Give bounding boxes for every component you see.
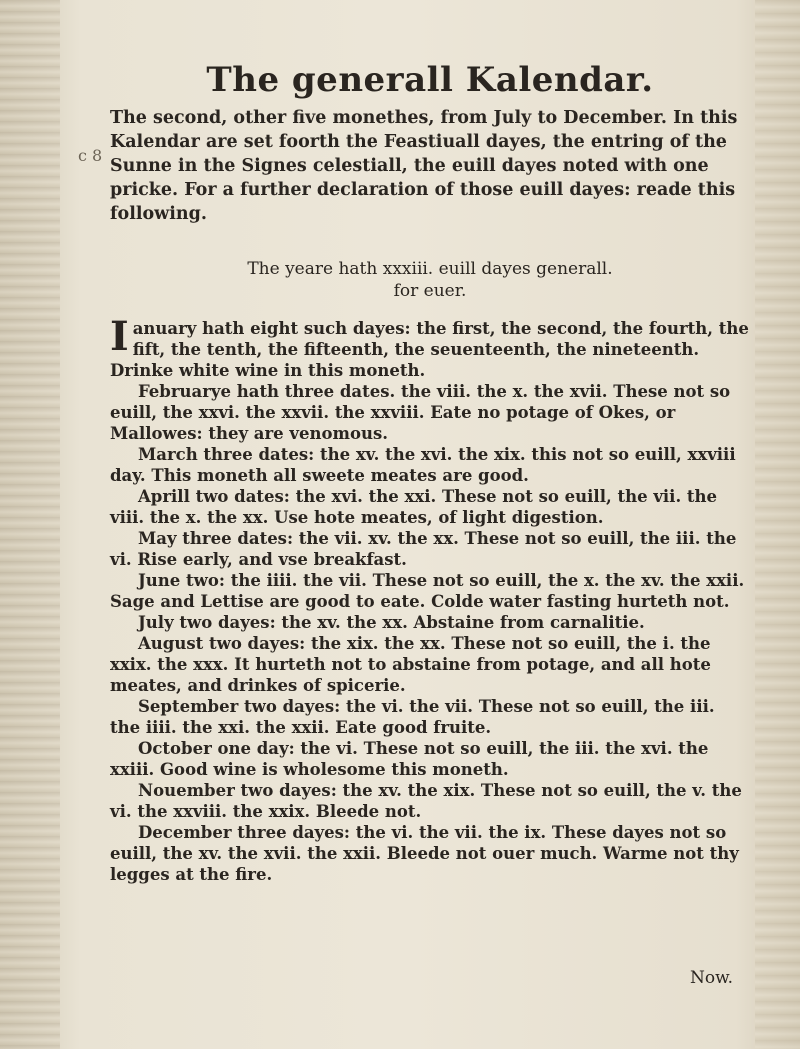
entry-june: June two: the iiii. the vii. These not so euill, the x. the xv. the xxii. Sage and Lettise are good to eate. Colde water fasting hurteth not. xyxy=(110,571,745,611)
subheading xyxy=(110,258,750,302)
subheading-line-1: The yeare hath xxxiii. euill dayes generall. xyxy=(247,259,613,279)
intro-paragraph: The second, other five monethes, from July to December. In this Kalendar are set foorth the Feastiuall dayes, the entring of the Sunne in the Signes celestiall, the euill dayes noted with one pricke. For a further declaration of those euill dayes: reade this following. xyxy=(110,108,738,224)
entry-november: Nouember two dayes: the xv. the xix. These not so euill, the v. the vi. the xxviii. the xxix. Bleede not. xyxy=(110,781,742,821)
page-title: The generall Kalendar. xyxy=(206,60,654,100)
right-page-edge xyxy=(755,0,800,1049)
entry-september: September two dayes: the vi. the vii. These not so euill, the iii. the iiii. the xxi. the xxii. Eate good fruite. xyxy=(110,697,715,737)
entry-january xyxy=(110,313,750,381)
catchword: Now. xyxy=(690,968,734,988)
left-page-edge xyxy=(0,0,60,1049)
entry-october: October one day: the vi. These not so euill, the iii. the xvi. the xxiii. Good wine is wholesome this moneth. xyxy=(110,739,709,779)
text-block xyxy=(110,60,750,885)
entry-april: Aprill two dates: the xvi. the xxi. These not so euill, the vii. the viii. the x. the xx. Use hote meates, of light digestion. xyxy=(110,487,718,527)
month-entries xyxy=(110,313,750,885)
entry-march: March three dates: the xv. the xvi. the xix. this not so euill, xxviii day. This moneth all sweete meates are good. xyxy=(110,445,736,485)
subheading-line-2: for euer. xyxy=(393,281,467,301)
margin-note: c 8 xyxy=(78,146,103,165)
entry-december: December three dayes: the vi. the vii. the ix. These dayes not so euill, the xv. the xvii. the xxii. Bleede not ouer much. Warme not thy legges at the fire. xyxy=(110,823,739,884)
entry-february: Februarye hath three dates. the viii. the x. the xvii. These not so euill, the xxvi. the xxvii. the xxviii. Eate no potage of Okes, or Mallowes: they are venomous. xyxy=(110,382,731,443)
entry-text: anuary hath eight such dayes: the first, the second, the fourth, the fift, the tenth, the fifteenth, the seuenteenth, the nineteenth. Drinke white wine in this moneth. xyxy=(110,319,749,380)
entry-may: May three dates: the vii. xv. the xx. These not so euill, the iii. the vi. Rise early, and vse breakfast. xyxy=(110,529,737,569)
initial-letter: I xyxy=(110,313,129,360)
entry-august: August two dayes: the xix. the xx. These not so euill, the i. the xxix. the xxx. It hurteth not to abstaine from potage, and all hote meates, and drinkes of spicerie. xyxy=(110,634,711,695)
entry-july: July two dayes: the xv. the xx. Abstaine from carnalitie. xyxy=(138,613,645,632)
